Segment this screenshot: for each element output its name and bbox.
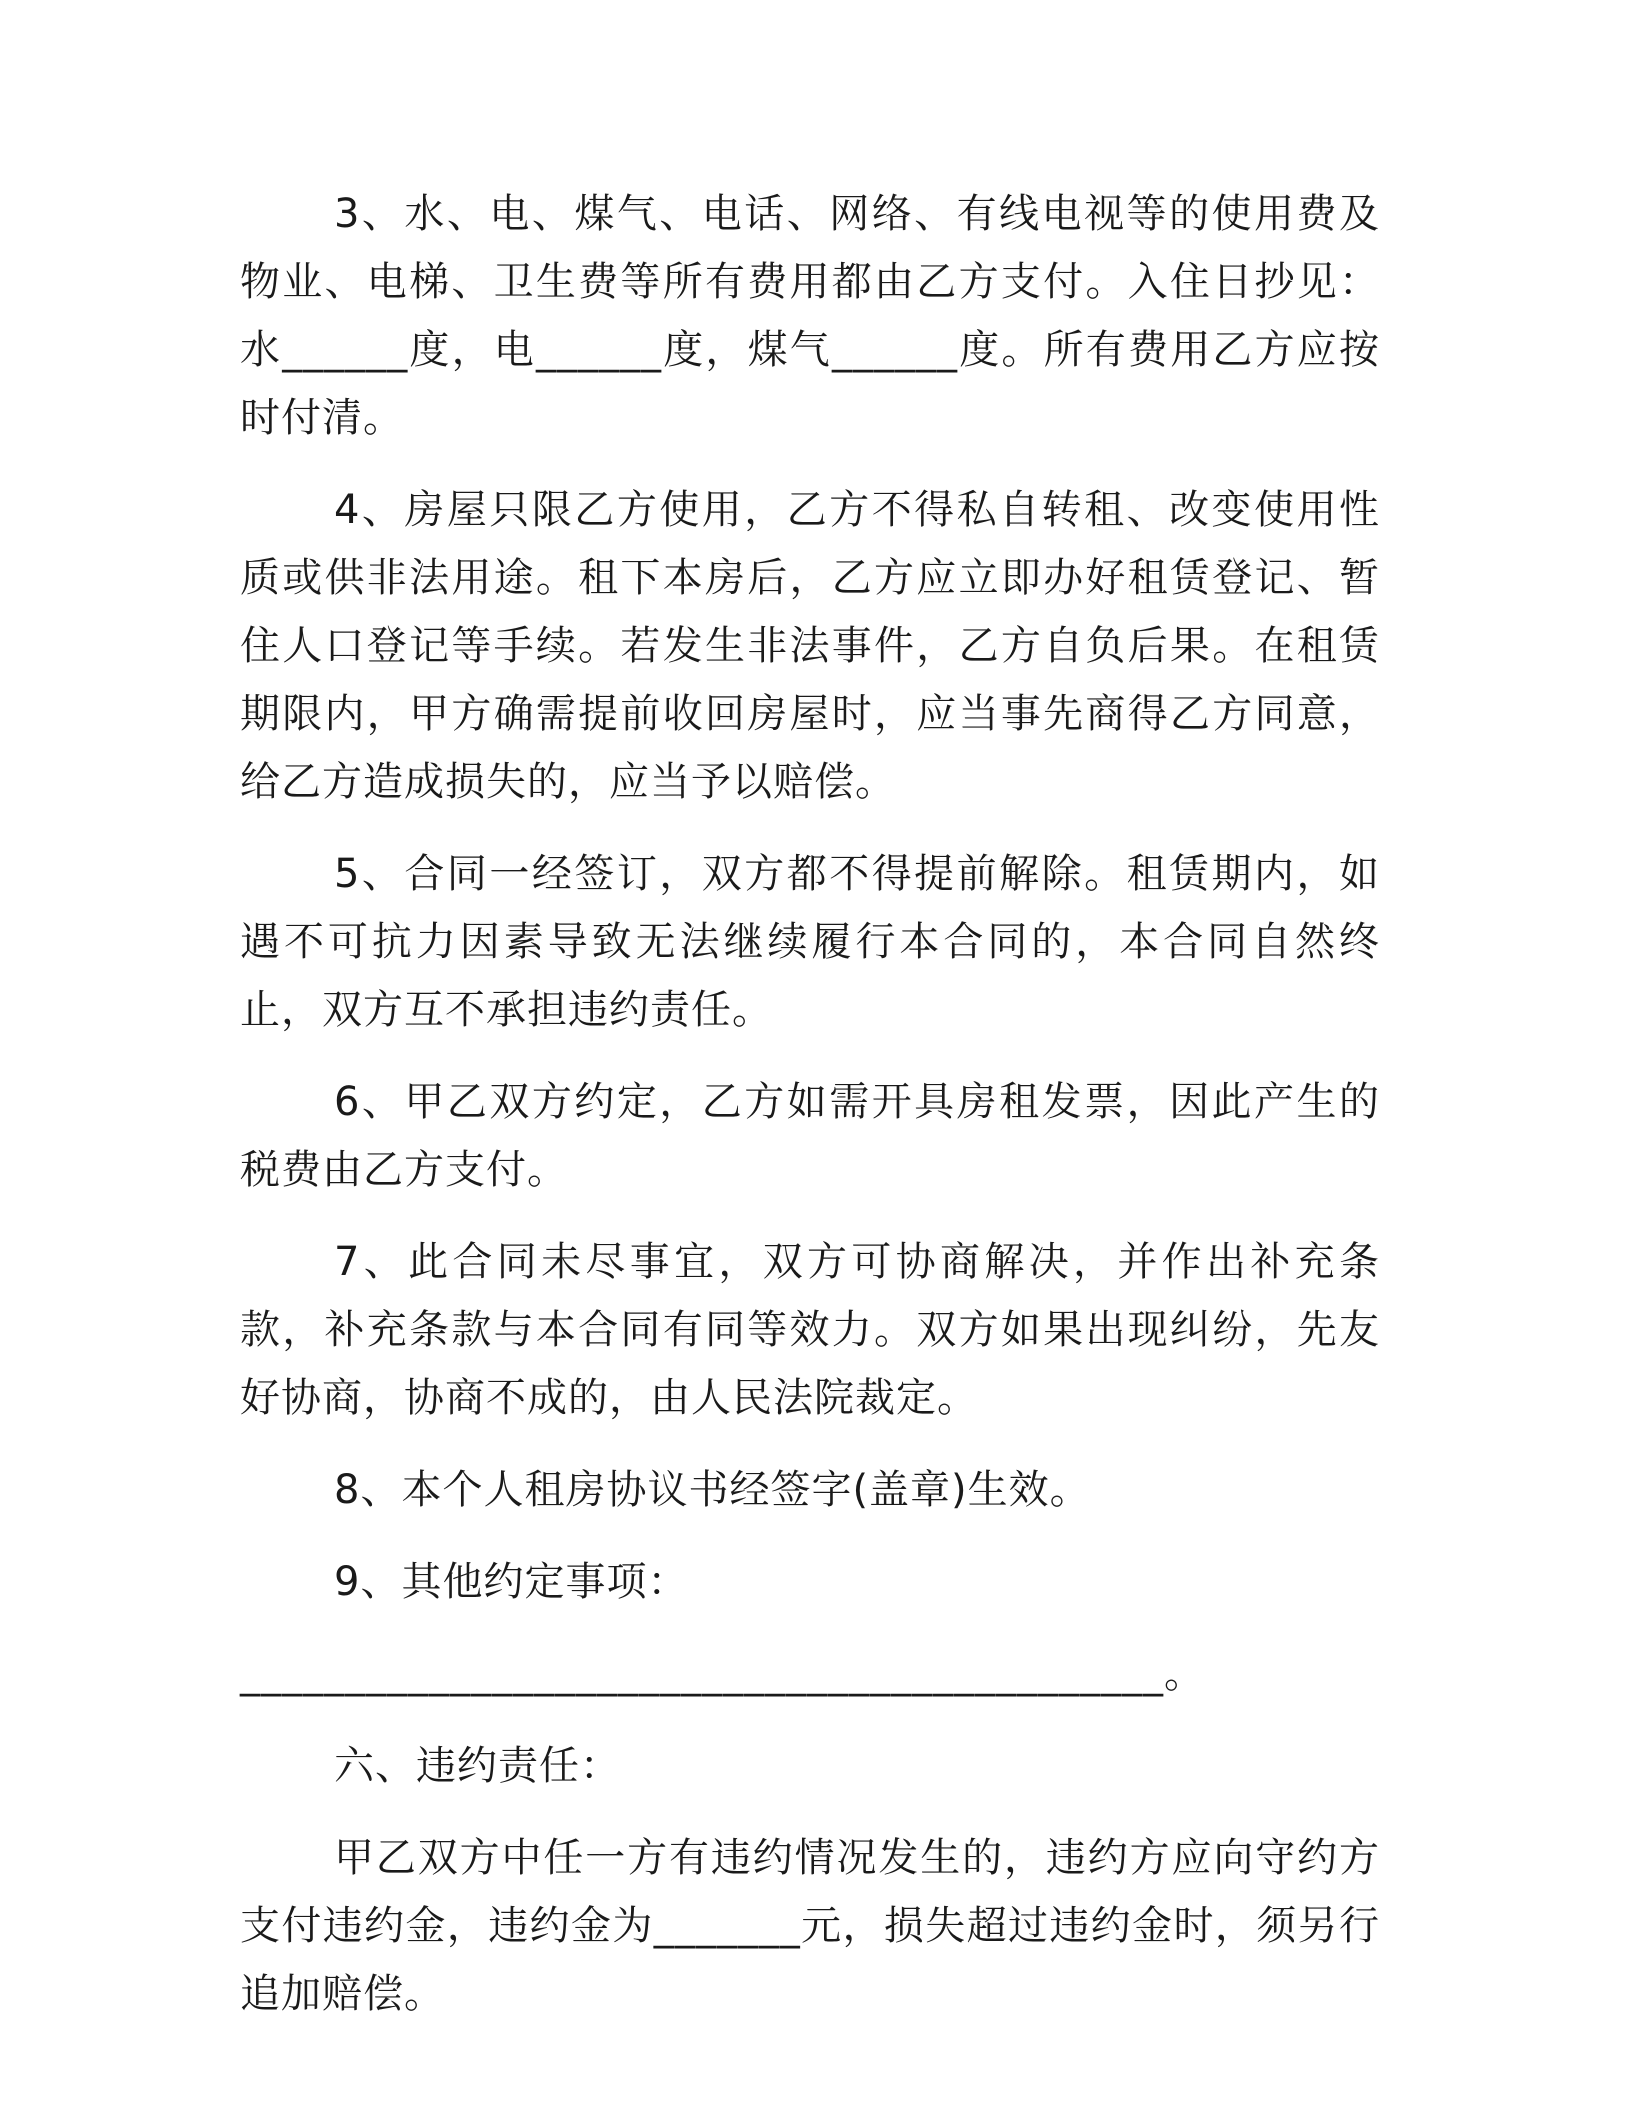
clause-6-invoice: 6、甲乙双方约定，乙方如需开具房租发票，因此产生的税费由乙方支付。 — [240, 1079, 1380, 1193]
clause-7-disputes: 7、此合同未尽事宜，双方可协商解决，并作出补充条款，补充条款与本合同有同等效力。双方如果出现纠纷，先友好协商，协商不成的，由人民法院裁定。 — [240, 1239, 1380, 1421]
document-page — [240, 180, 1380, 2028]
fill-in-blank-line: ____________________________________________。 — [240, 1651, 1205, 1697]
breach-liability-text: 甲乙双方中任一方有违约情况发生的，违约方应向守约方支付违约金，违约金为_______元，损失超过违约金时，须另行追加赔偿。 — [240, 1835, 1380, 2017]
clause-4-usage: 4、房屋只限乙方使用，乙方不得私自转租、改变使用性质或供非法用途。租下本房后，乙方应立即办好租赁登记、暂住人口登记等手续。若发生非法事件，乙方自负后果。在租赁期限内，甲方确需提前收回房屋时，应当事先商得乙方同意，给乙方造成损失的，应当予以赔偿。 — [240, 487, 1380, 805]
clause-3-utilities: 3、水、电、煤气、电话、网络、有线电视等的使用费及物业、电梯、卫生费等所有费用都由乙方支付。入住日抄见：水______度，电______度，煤气______度。所有费用乙方应按时付清。 — [240, 191, 1380, 441]
clause-9-other: 9、其他约定事项： — [334, 1559, 689, 1605]
section-heading-breach: 六、违约责任： — [334, 1743, 621, 1789]
clause-8-effective: 8、本个人租房协议书经签字(盖章)生效。 — [334, 1467, 1091, 1513]
clause-5-termination: 5、合同一经签订，双方都不得提前解除。租赁期内，如遇不可抗力因素导致无法继续履行本合同的，本合同自然终止，双方互不承担违约责任。 — [240, 851, 1380, 1033]
